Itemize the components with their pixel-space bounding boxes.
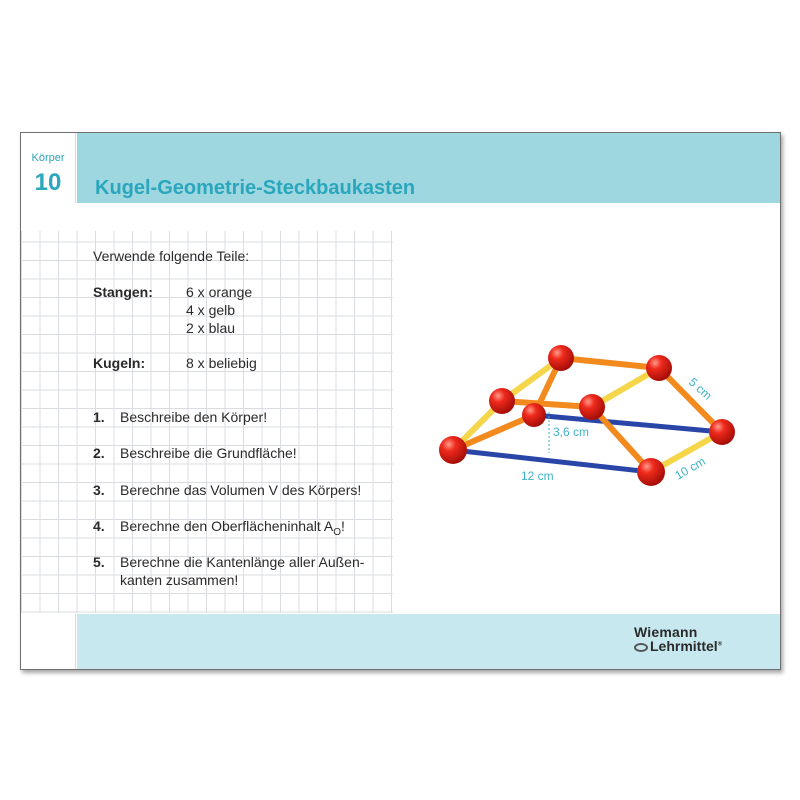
page-title: Kugel-Geometrie-Steckbaukasten: [95, 177, 416, 199]
brand-mark-icon: [634, 643, 648, 652]
task-text: Berechne das Volumen V des Körpers!: [120, 482, 362, 498]
task-text: Beschreibe den Körper!: [120, 409, 268, 425]
brand-name: Wiemann: [634, 624, 698, 640]
ball-red: [439, 436, 467, 464]
ball-red: [646, 355, 672, 381]
intro-text: Verwende folgende Teile:: [93, 248, 250, 264]
ball-red: [709, 419, 735, 445]
rod-item: 6 x orange: [186, 284, 253, 300]
task-number: 5.: [93, 554, 105, 570]
task-number: 2.: [93, 445, 105, 461]
brand-subname: Lehrmittel: [650, 638, 718, 654]
task-text-continued: kanten zusammen!: [120, 572, 239, 588]
brand-logo: [634, 624, 754, 654]
ball-red: [548, 345, 574, 371]
ball-red: [522, 403, 546, 427]
task-number: 3.: [93, 482, 105, 498]
worksheet-card: [20, 132, 781, 670]
dimension-label-height: 3,6 cm: [553, 425, 590, 439]
rod-item: 4 x gelb: [186, 302, 236, 318]
task-text-suffix: !: [341, 518, 345, 534]
dimension-label-width: 10 cm: [672, 454, 708, 483]
rod-item: 2 x blau: [186, 320, 236, 336]
pyramid-frustum-figure: [416, 328, 766, 498]
dimension-label-side: 5 cm: [685, 374, 715, 403]
task-number: 4.: [93, 518, 105, 534]
category-label: Körper: [31, 152, 65, 164]
rod-orange-edge: [502, 401, 592, 407]
balls-label: Kugeln:: [93, 355, 146, 371]
ball-red: [489, 388, 515, 414]
worksheet-number: 10: [34, 169, 62, 196]
task-text: Beschreibe die Grundfläche!: [120, 445, 297, 461]
rods-label: Stangen:: [93, 284, 153, 300]
ball-red: [637, 458, 665, 486]
balls-value: 8 x beliebig: [186, 355, 257, 371]
task-text: [120, 518, 345, 538]
dimension-label-length: 12 cm: [521, 469, 554, 483]
task-text-subscript: O: [333, 526, 342, 538]
task-text-main: Berechne den Oberflächeninhalt A: [120, 518, 334, 534]
footer-side-panel: [21, 614, 76, 669]
ball-red: [579, 394, 605, 420]
rod-orange-edge: [659, 368, 722, 432]
rod-orange-edge: [561, 358, 659, 368]
task-number: 1.: [93, 409, 105, 425]
registered-mark: ®: [717, 641, 723, 648]
task-text: Berechne die Kantenlänge aller Außen-: [120, 554, 365, 570]
